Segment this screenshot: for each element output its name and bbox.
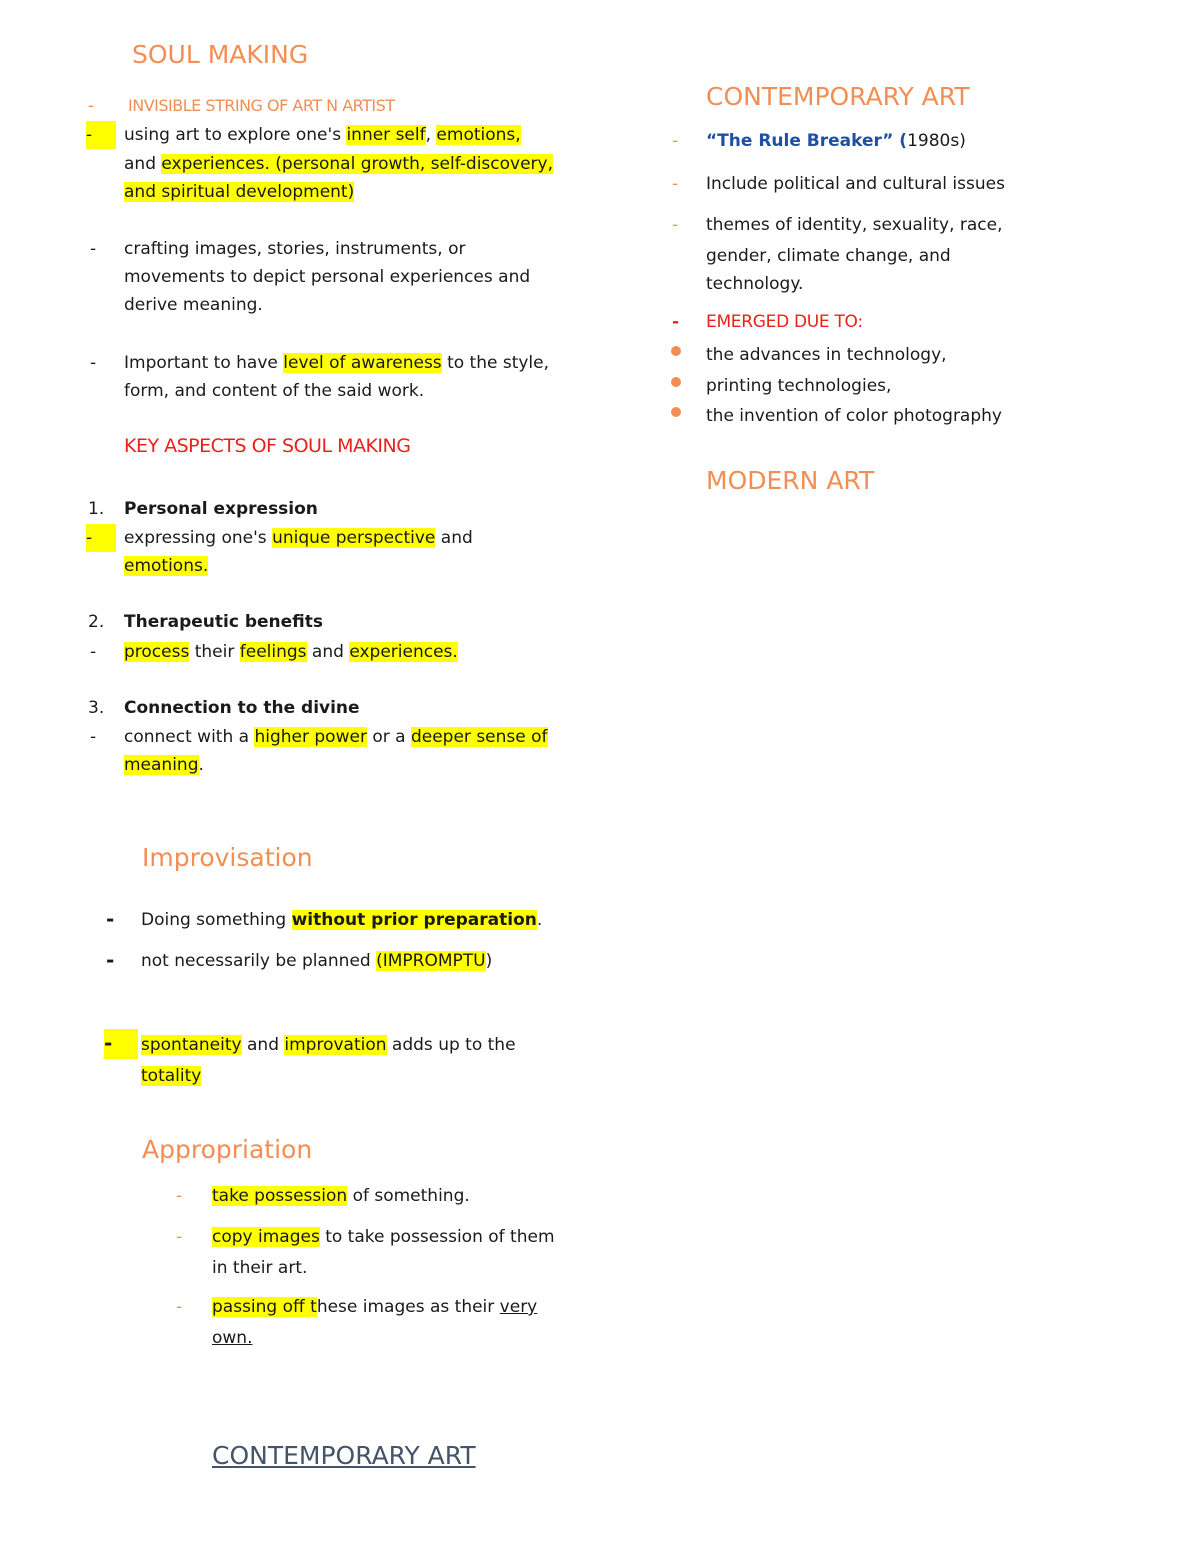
p3-line1: Important to have level of awareness to the style, [124, 353, 550, 373]
dash: - [90, 353, 97, 373]
k1-line1: expressing one's unique perspective and [124, 528, 473, 548]
a2-line1: copy images to take possession of them [212, 1227, 555, 1247]
dash: - [106, 948, 115, 972]
k3-number: 3. [88, 698, 105, 718]
dash: - [106, 907, 115, 931]
k2-line1: process their feelings and experiences. [124, 642, 458, 662]
i3-line2: totality [141, 1066, 202, 1086]
bullet-item-2: printing technologies, [706, 376, 892, 396]
i3-line1: spontaneity and improvation adds up to the [141, 1035, 516, 1055]
bullet-icon [671, 377, 681, 387]
k1-line2: emotions. [124, 556, 209, 576]
dash: - [90, 727, 97, 747]
k1-number: 1. [88, 499, 105, 519]
bullet-item-1: the advances in technology, [706, 345, 947, 365]
bullet-item-3: the invention of color photography [706, 406, 1002, 426]
a2-line2: in their art. [212, 1258, 308, 1278]
r1-line: “The Rule Breaker” (1980s) [706, 131, 966, 151]
k3-title: Connection to the divine [124, 698, 360, 718]
dash: - [672, 131, 679, 151]
k2-title: Therapeutic benefits [124, 612, 324, 632]
contemporary-art-bottom-heading: CONTEMPORARY ART [212, 1441, 476, 1470]
p3-line2: form, and content of the said work. [124, 381, 425, 401]
i2-line: not necessarily be planned (IMPROMPTU) [141, 951, 493, 971]
dash: - [176, 1297, 183, 1317]
k3-line2: meaning. [124, 755, 204, 775]
key-aspects-heading: KEY ASPECTS OF SOUL MAKING [124, 435, 411, 457]
dash: - [672, 215, 679, 235]
dash: - [90, 239, 97, 259]
i1-line: Doing something without prior preparation. [141, 910, 543, 930]
invisible-string-subheading: INVISIBLE STRING OF ART N ARTIST [128, 96, 395, 115]
dash: - [672, 174, 679, 194]
r3-line3: technology. [706, 274, 804, 294]
highlighted-dash: - [104, 1029, 138, 1059]
p1-line1: using art to explore one's inner self, emotions, [124, 125, 521, 145]
r2-line: Include political and cultural issues [706, 174, 1005, 194]
dash: - [176, 1186, 183, 1206]
modern-art-heading: MODERN ART [706, 466, 875, 495]
dash: - [672, 312, 680, 332]
highlighted-dash: - [86, 121, 116, 149]
p1-line3: and spiritual development) [124, 182, 355, 202]
r3-line1: themes of identity, sexuality, race, [706, 215, 1003, 235]
k3-line1: connect with a higher power or a deeper sense of [124, 727, 548, 747]
k2-number: 2. [88, 612, 105, 632]
p2-line1: crafting images, stories, instruments, or [124, 239, 466, 259]
dash: - [88, 96, 95, 116]
p1-line2: and experiences. (personal growth, self-discovery, [124, 154, 554, 174]
dash: - [176, 1227, 183, 1247]
soul-making-heading: SOUL MAKING [132, 40, 309, 69]
p2-line3: derive meaning. [124, 295, 263, 315]
emerged-due-to-heading: EMERGED DUE TO: [706, 312, 863, 332]
a1-line: take possession of something. [212, 1186, 470, 1206]
k1-title: Personal expression [124, 499, 318, 519]
a3-line2: own. [212, 1328, 253, 1348]
r3-line2: gender, climate change, and [706, 246, 951, 266]
appropriation-heading: Appropriation [142, 1135, 313, 1164]
a3-line1: passing off these images as their very [212, 1297, 538, 1317]
bullet-icon [671, 407, 681, 417]
contemporary-art-heading: CONTEMPORARY ART [706, 82, 970, 111]
improvisation-heading: Improvisation [142, 843, 313, 872]
p2-line2: movements to depict personal experiences and [124, 267, 531, 287]
highlighted-dash: - [86, 524, 116, 552]
bullet-icon [671, 346, 681, 356]
dash: - [90, 642, 97, 662]
